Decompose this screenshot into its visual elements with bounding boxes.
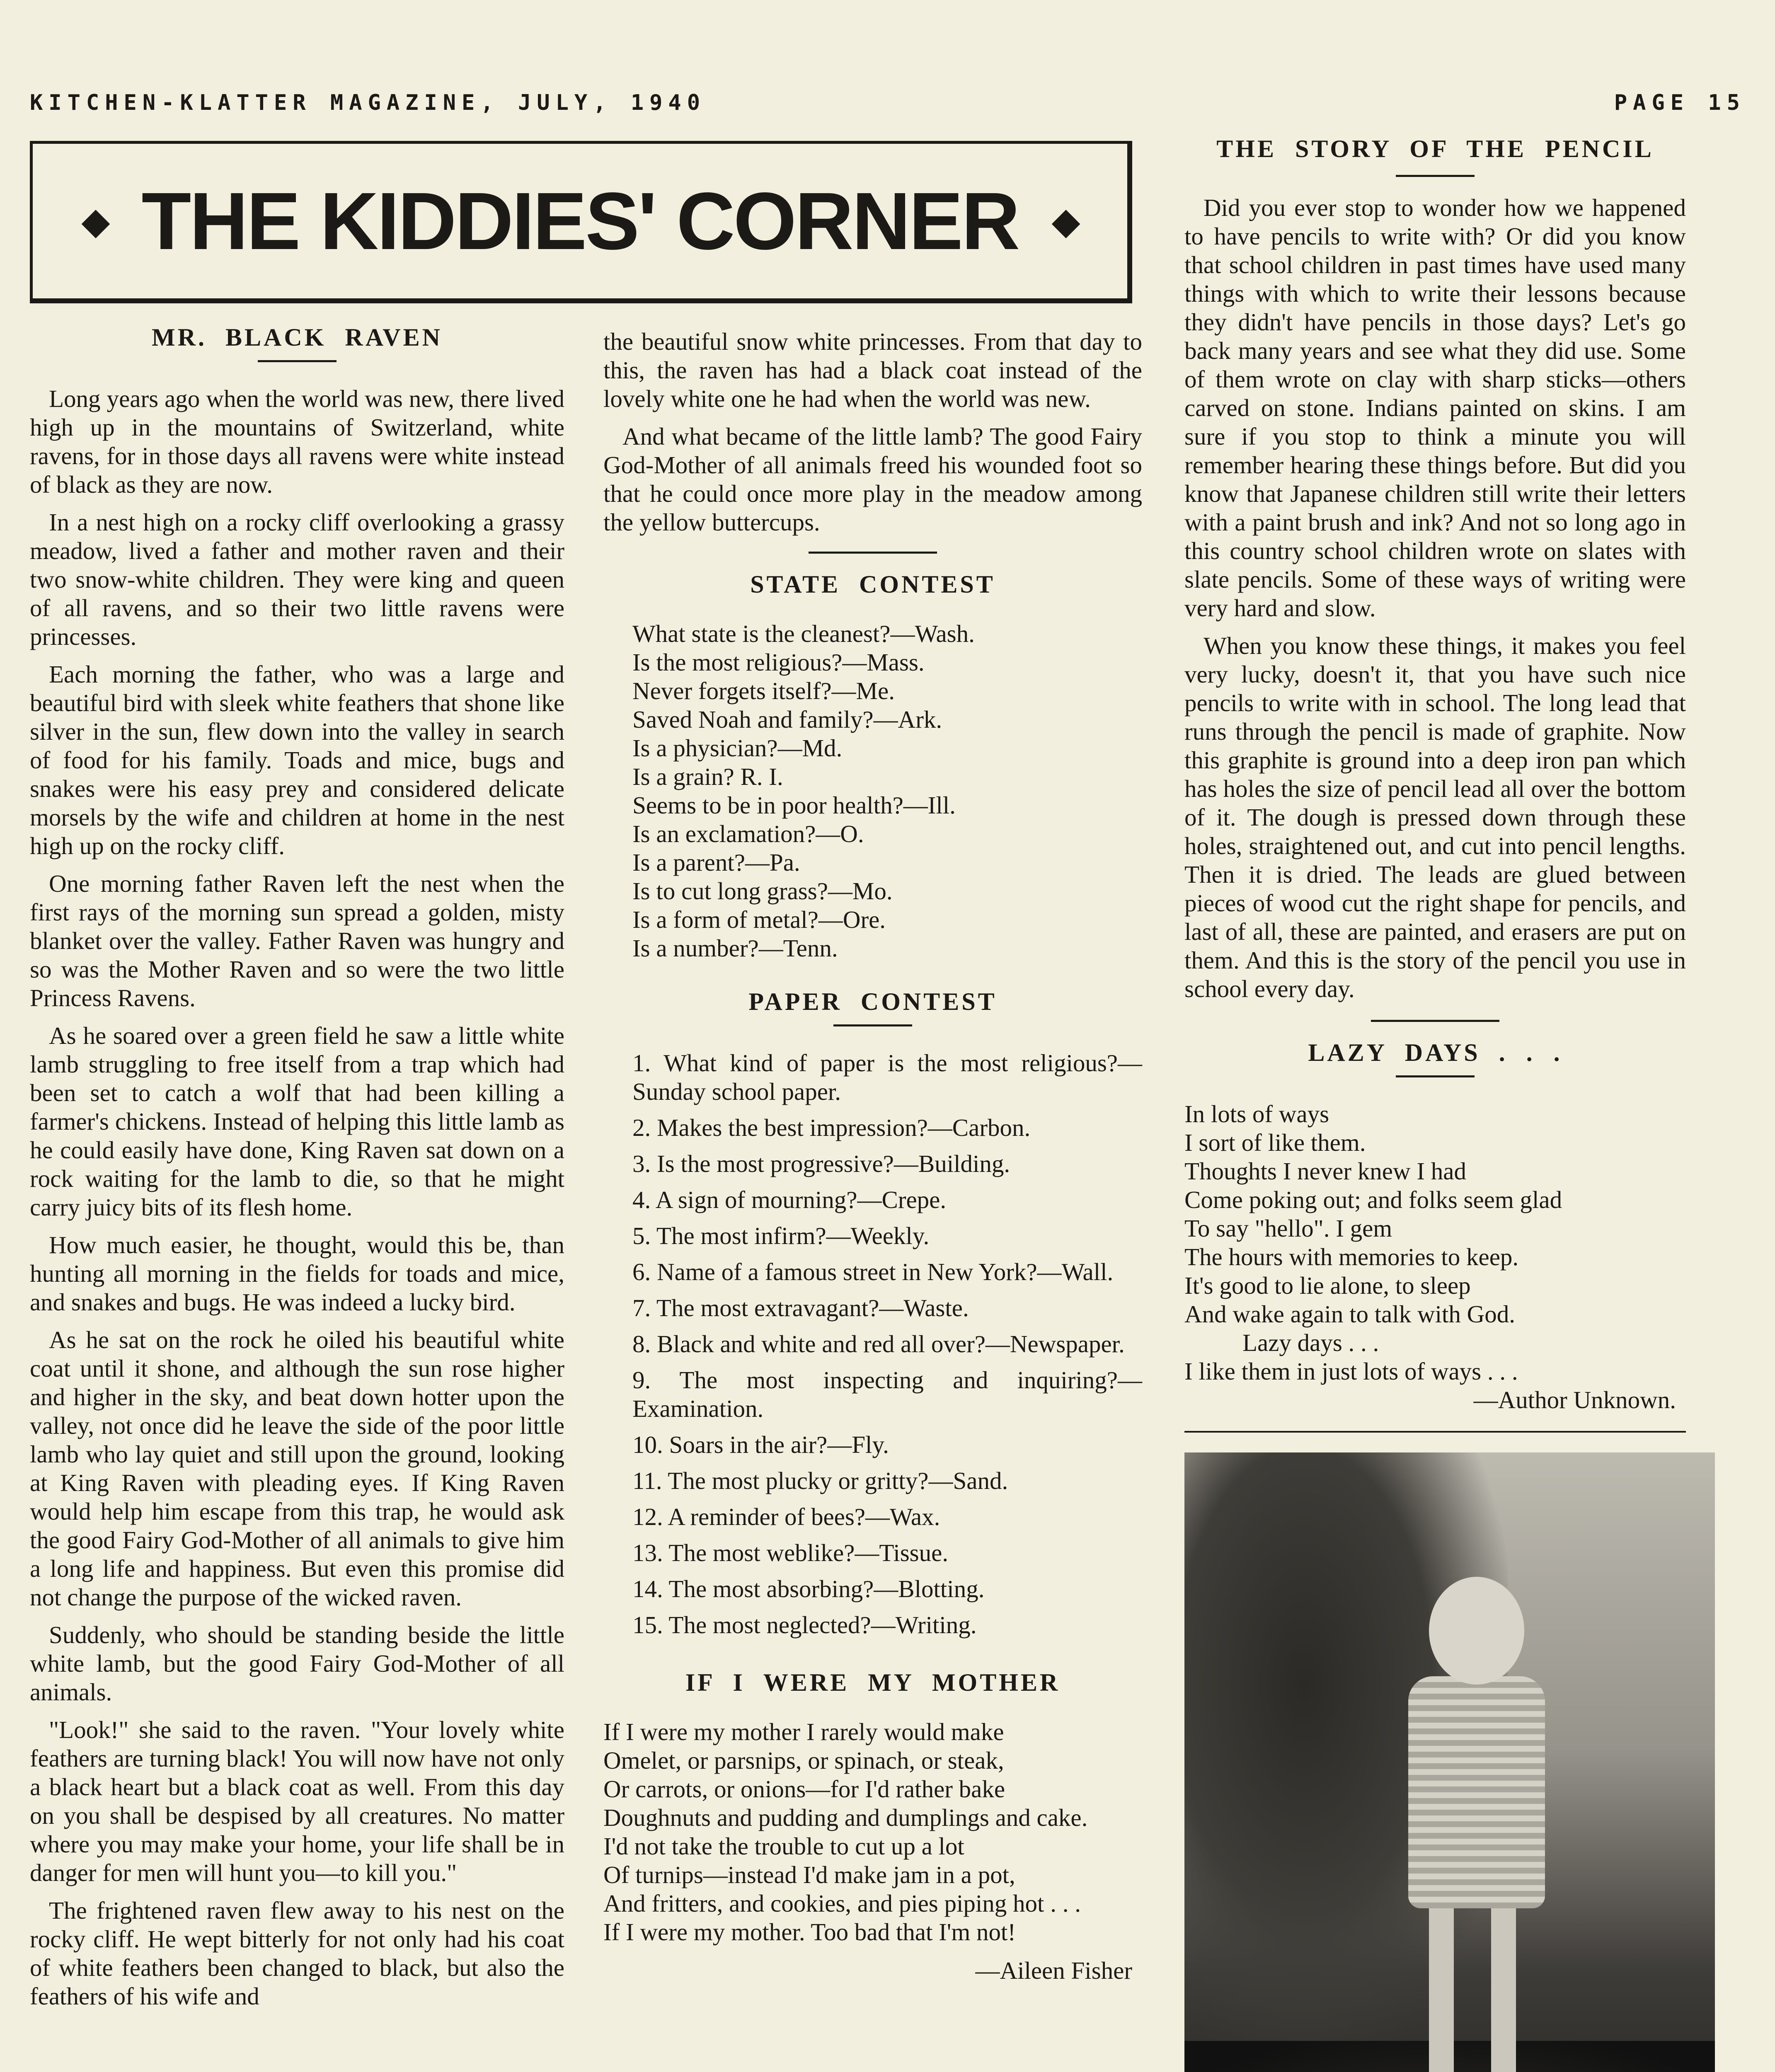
story-paragraph: Long years ago when the world was new, there lived high up in the mountains of Switzerland, white ravens, for in those days all ravens were white instead of black as they are now. — [30, 385, 564, 498]
poem-line: I'd not take the trouble to cut up a lot — [603, 1832, 964, 1860]
page-number: PAGE 15 — [1614, 90, 1746, 115]
section-divider — [1184, 1431, 1686, 1433]
column-right — [1184, 135, 1686, 2072]
photo-child-leg — [1429, 1904, 1454, 2072]
poem-line: If I were my mother I rarely would make — [603, 1718, 1004, 1745]
list-item: 2. Makes the best impression?—Carbon. — [632, 1114, 1031, 1141]
list-item: Is a form of metal?—Ore. — [632, 906, 886, 933]
story-paragraph: When you know these things, it makes you feel very lucky, doesn't it, that you have such nice pencils to write with in school. The long lead that runs through the pencil is made of graphite. Now this graphite is ground into a deep iron pan which has holes the size of pencil lead all over the bottom of it. The dough is pressed down through these holes, straightened out, and cut into pencil lengths. Then it is dried. The leads are glued between pieces of wood cut the right shape for pencils, and last of all, these are painted, and erasers are put on them. And this is the story of the pencil you use in school every day. — [1184, 632, 1686, 1002]
list-item: Is a physician?—Md. — [632, 734, 843, 762]
poem-line: And wake again to talk with God. — [1184, 1300, 1515, 1328]
list-item: Is the most religious?—Mass. — [632, 649, 925, 676]
list-item: 14. The most absorbing?—Blotting. — [632, 1575, 985, 1602]
story-paragraph: Suddenly, who should be standing beside the little white lamb, but the good Fairy God-Mother of all animals. — [30, 1621, 564, 1706]
list-item: What state is the cleanest?—Wash. — [632, 620, 975, 647]
poem-line: Omelet, or parsnips, or spinach, or steak, — [603, 1747, 1004, 1774]
list-item: 11. The most plucky or gritty?—Sand. — [632, 1467, 1008, 1494]
poem-line: It's good to lie alone, to sleep — [1184, 1272, 1471, 1299]
photo-child-head — [1429, 1577, 1524, 1685]
poem-line: The hours with memories to keep. — [1184, 1243, 1519, 1271]
poem-title: IF I WERE MY MOTHER — [685, 1669, 1061, 1696]
poem-line: Or carrots, or onions—for I'd rather bake — [603, 1775, 1005, 1803]
list-item: Seems to be in poor health?—Ill. — [632, 792, 956, 819]
poem-lazy-days — [1184, 1100, 1686, 1386]
poem-line: To say "hello". I gem — [1184, 1215, 1392, 1242]
poem-author: —Aileen Fisher — [975, 1957, 1132, 1984]
poem-line: Thoughts I never knew I had — [1184, 1157, 1466, 1185]
list-item: 7. The most extravagant?—Waste. — [632, 1294, 969, 1322]
list-item: 10. Soars in the air?—Fly. — [632, 1431, 889, 1458]
poem-line: Come poking out; and folks seem glad — [1184, 1186, 1562, 1213]
story-paragraph: Each morning the father, who was a large and beautiful bird with sleek white feathers that shone like silver in the sun, flew down into the valley in search of food for his family. Toads and mice, bugs and snakes were his easy prey and considered delicate morsels by the wife and children at home in the nest high up on the rocky cliff. — [30, 661, 564, 859]
list-item: Is to cut long grass?—Mo. — [632, 877, 893, 905]
story-paragraph: In a nest high on a rocky cliff overlooking a grassy meadow, lived a father and mother raven and their two snow-white children. They were king and queen of all ravens, and so their two little ravens were princesses. — [30, 508, 564, 650]
list-item: Is a number?—Tenn. — [632, 934, 838, 962]
column-middle — [603, 327, 1142, 1985]
story-paragraph: One morning father Raven left the nest when the first rays of the morning sun spread a golden, misty blanket over the valley. Father Raven was hungry and so was the Mother Raven and so were the two little Princess Ravens. — [30, 870, 564, 1012]
list-item: 15. The most neglected?—Writing. — [632, 1611, 977, 1639]
title-divider — [833, 1024, 912, 1026]
story-paragraph: And what became of the little lamb? The good Fairy God-Mother of all animals freed his wounded foot so that he could once more play in the meadow among the yellow buttercups. — [603, 423, 1142, 536]
list-item: Never forgets itself?—Me. — [632, 677, 895, 704]
list-item: 8. Black and white and red all over?—Newspaper. — [632, 1330, 1125, 1358]
diamond-ornament-icon: ◆ — [1051, 201, 1079, 242]
poem-line: I like them in just lots of ways . . . — [1184, 1358, 1518, 1385]
story-paragraph: the beautiful snow white princesses. From that day to this, the raven has had a black coat instead of the lovely white one he had when the world was new. — [603, 328, 1142, 412]
state-contest-title: STATE CONTEST — [750, 571, 995, 598]
child-photo — [1184, 1452, 1715, 2072]
list-item: 5. The most infirm?—Weekly. — [632, 1222, 930, 1249]
poem-line: In lots of ways — [1184, 1100, 1329, 1128]
title-divider — [1396, 1075, 1475, 1077]
banner-title: THE KIDDIES' CORNER — [141, 176, 1019, 266]
photo-child-leg — [1491, 1904, 1516, 2072]
diamond-ornament-icon: ◆ — [81, 201, 109, 242]
state-contest-list — [603, 620, 1142, 963]
list-item: 13. The most weblike?—Tissue. — [632, 1539, 949, 1566]
list-item: 4. A sign of mourning?—Crepe. — [632, 1186, 947, 1213]
title-divider — [258, 360, 337, 362]
list-item: 3. Is the most progressive?—Building. — [632, 1150, 1010, 1177]
poem-line: Doughnuts and pudding and dumplings and cake. — [603, 1804, 1088, 1831]
title-divider — [1396, 175, 1475, 177]
list-item: 12. A reminder of bees?—Wax. — [632, 1503, 940, 1530]
poem-mother — [603, 1718, 1142, 1946]
page-header — [30, 90, 1746, 123]
section-divider — [809, 552, 937, 554]
magazine-issue-line: KITCHEN-KLATTER MAGAZINE, JULY, 1940 — [30, 90, 706, 115]
poem-line: If I were my mother. Too bad that I'm not! — [603, 1918, 1016, 1946]
list-item: 9. The most inspecting and inquiring?—Examination. — [632, 1366, 1142, 1422]
poem-line: Lazy days . . . — [1242, 1329, 1379, 1356]
list-item: Is an exclamation?—O. — [632, 820, 864, 847]
section-banner — [30, 141, 1132, 303]
poem-line: I sort of like them. — [1184, 1129, 1366, 1156]
story-title: MR. BLACK RAVEN — [152, 324, 443, 351]
poem-line: Of turnips—instead I'd make jam in a pot, — [603, 1861, 1015, 1888]
paper-contest-title: PAPER CONTEST — [748, 988, 997, 1015]
story-paragraph: As he soared over a green field he saw a little white lamb struggling to free itself from a trap which had been set to catch a wolf that had been killing a farmer's chickens. Instead of helping this little lamb as he could easily have done, King Raven sat down on a rock waiting for the lamb to die, so that he might carry juicy bits of its flesh home. — [30, 1022, 564, 1221]
list-item: Is a parent?—Pa. — [632, 849, 800, 876]
list-item: 6. Name of a famous street in New York?—Wall. — [632, 1258, 1114, 1285]
paper-contest-list — [603, 1049, 1142, 1639]
poem-line: And fritters, and cookies, and pies piping hot . . . — [603, 1890, 1081, 1917]
photo-child-romper — [1408, 1676, 1545, 1908]
story-title: THE STORY OF THE PENCIL — [1216, 135, 1654, 162]
section-divider — [1371, 1020, 1499, 1022]
story-paragraph: Did you ever stop to wonder how we happened to have pencils to write with? Or did you know that school children in past times have used many things with which to write their lessons because they didn't have pencils in those days? Let's go back many years and see what they did use. Some of them wrote on clay with sharp sticks—others carved on stone. Indians painted on skins. I am sure if you stop to think a minute you will remember hearing these things before. But did you know that Japanese children still write their letters with a paint brush and ink? And not so long ago in this country school children wrote on slates with slate pencils. Some of these ways of writing were very hard and slow. — [1184, 194, 1686, 622]
list-item: 1. What kind of paper is the most religious?—Sunday school paper. — [632, 1049, 1142, 1105]
story-paragraph: "Look!" she said to the raven. "Your lovely white feathers are turning black! You will now have not only a black heart but a black coat as well. From this day on you shall be despised by all creatures. No matter where you may make your home, your life shall be in danger for men will hunt you—to kill you." — [30, 1716, 564, 1886]
list-item: Saved Noah and family?—Ark. — [632, 706, 942, 733]
story-paragraph: As he sat on the rock he oiled his beautiful white coat until it shone, and although the sun rose higher and higher in the sky, and beat down hotter upon the valley, not once did he leave the side of the poor little lamb who lay quiet and still upon the ground, looking at King Raven with pleading eyes. If King Raven would help him escape from this trap, he would ask the good Fairy God-Mother of all animals to give him a long life and happiness. But even this promise did not change the purpose of the wicked raven. — [30, 1326, 564, 1611]
list-item: Is a grain? R. I. — [632, 763, 783, 790]
story-paragraph: The frightened raven flew away to his nest on the rocky cliff. He wept bitterly for not only had his coat of white feathers been changed to black, but also the feathers of his wife and — [30, 1897, 564, 2010]
story-paragraph: How much easier, he thought, would this be, than hunting all morning in the fields for toads and mice, and snakes and bugs. He was indeed a lucky bird. — [30, 1231, 564, 1316]
poem-author: —Author Unknown. — [1473, 1386, 1676, 1414]
poem-title: LAZY DAYS . . . — [1308, 1039, 1562, 1066]
